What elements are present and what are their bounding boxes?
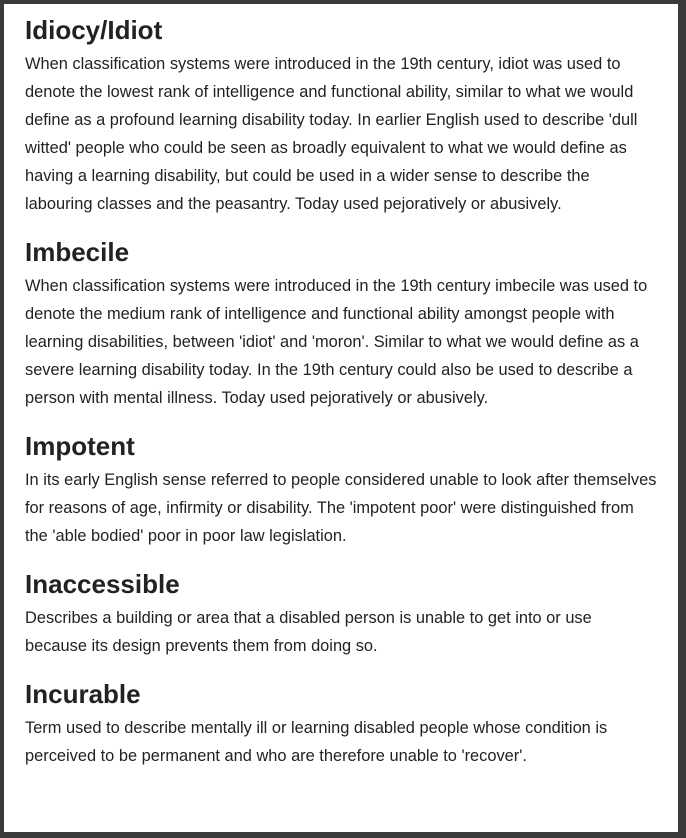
entry-term: Idiocy/Idiot	[25, 15, 163, 45]
entry-term: Incurable	[25, 679, 141, 709]
glossary-page	[4, 4, 678, 832]
glossary-entry-imbecile	[25, 236, 658, 412]
entry-definition: When classification systems were introduced in the 19th century, idiot was used to denote the lowest rank of intelligence and functional ability, similar to what we would define as a profound learning disability today. In earlier English used to describe 'dull witted' people who could be seen as broadly equivalent to what we would define as having a learning disability, but could be used in a wider sense to describe the labouring classes and the peasantry. Today used pejoratively or abusively.	[25, 55, 638, 213]
glossary-content	[4, 14, 678, 770]
entry-definition: Describes a building or area that a disabled person is unable to get into or use because its design prevents them from doing so.	[25, 609, 592, 655]
entry-definition: When classification systems were introduced in the 19th century imbecile was used to denote the medium rank of intelligence and functional ability amongst people with learning disabilities, between 'idiot' and 'moron'. Similar to what we would define as a severe learning disability today. In the 19th century could also be used to describe a person with mental illness. Today used pejoratively or abusively.	[25, 277, 648, 407]
entry-definition: In its early English sense referred to people considered unable to look after themselves for reasons of age, infirmity or disability. The 'impotent poor' were distinguished from the 'able bodied' poor in poor law legislation.	[25, 471, 657, 545]
glossary-entry-incurable	[25, 678, 658, 770]
entry-term: Impotent	[25, 431, 135, 461]
entry-term: Imbecile	[25, 237, 130, 267]
glossary-entry-impotent	[25, 430, 658, 550]
entry-definition: Term used to describe mentally ill or learning disabled people whose condition is perceived to be permanent and who are therefore unable to 'recover'.	[25, 719, 608, 765]
glossary-entry-inaccessible	[25, 568, 658, 660]
glossary-entry-idiocy	[25, 14, 658, 218]
entry-term: Inaccessible	[25, 569, 180, 599]
